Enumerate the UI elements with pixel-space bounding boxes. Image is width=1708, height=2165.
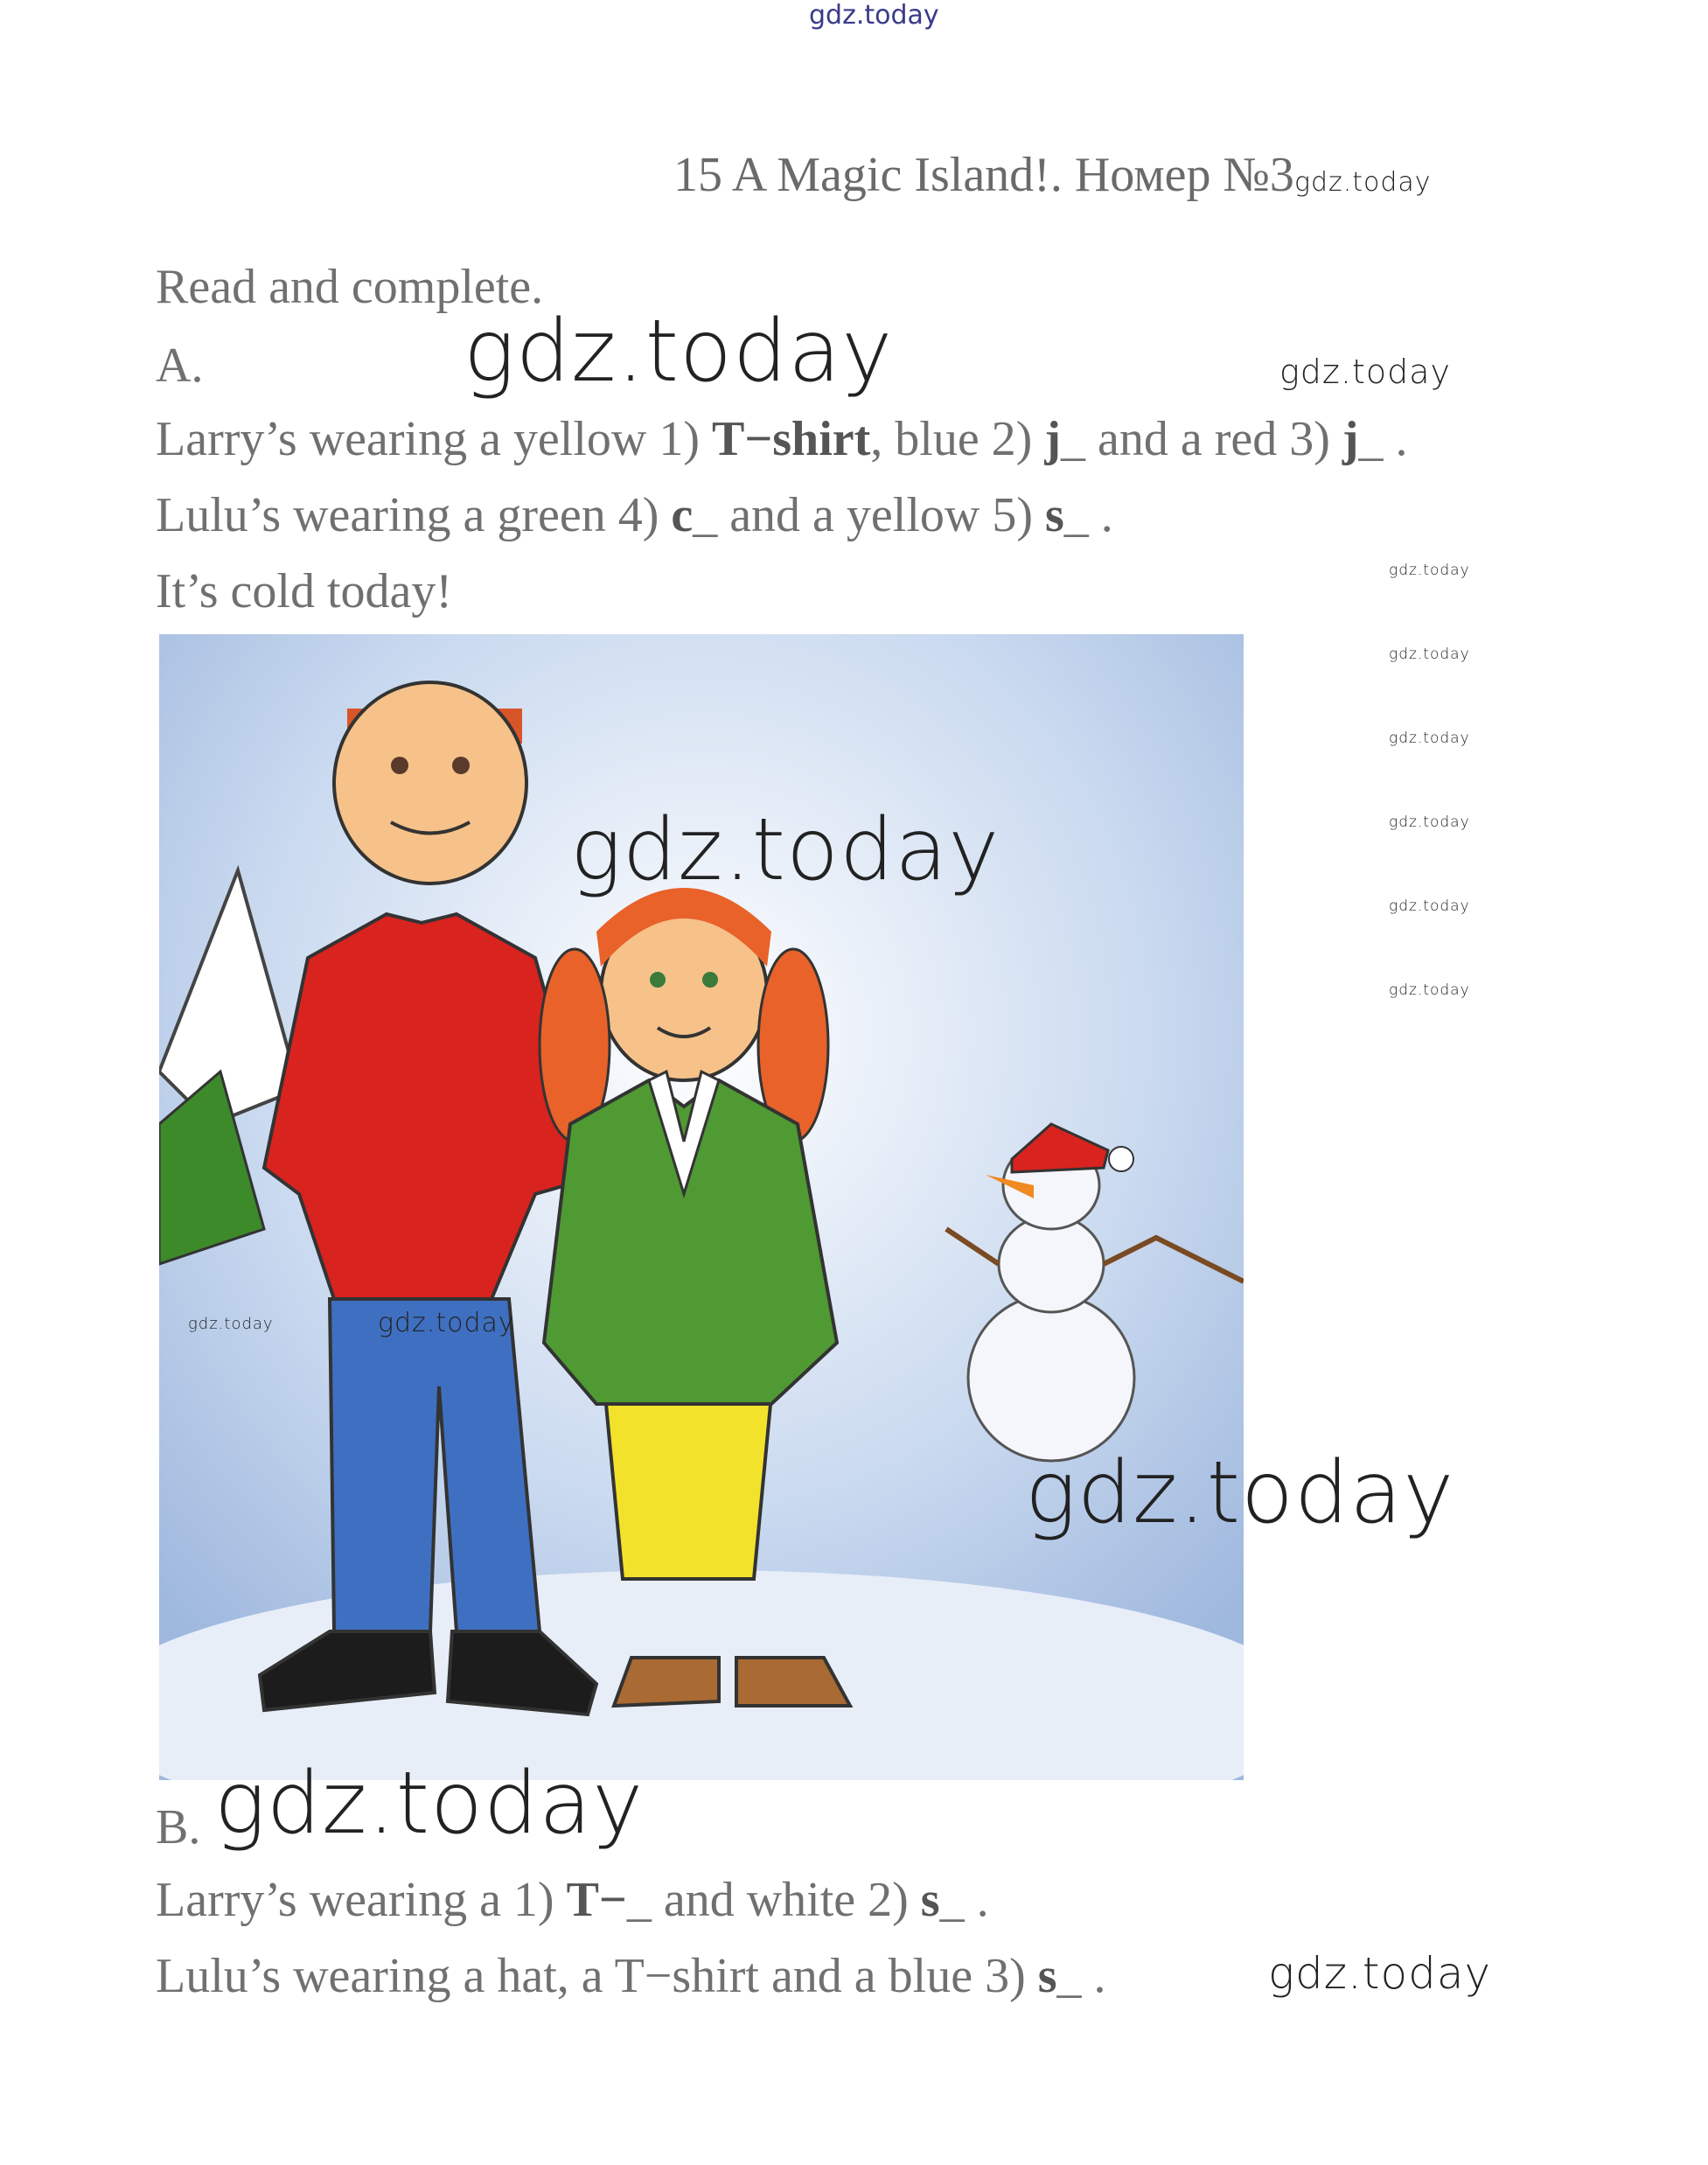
section-b-line-1: [156, 1872, 989, 1928]
section-a-line-1: [156, 411, 1408, 467]
page-title: [673, 147, 1432, 203]
section-b-line-2: [156, 1948, 1106, 2004]
watermark-big: gdz.today: [570, 800, 1000, 900]
blank-start: j: [1044, 412, 1061, 466]
watermark-small: gdz.today: [1389, 646, 1470, 663]
blank-start: T−: [566, 1873, 627, 1927]
title-watermark: gdz.today: [1293, 167, 1432, 198]
text: _ and a red 3): [1060, 412, 1342, 466]
text: Lulu’s wearing a hat, a T−shirt and a blue 3): [156, 1949, 1038, 2003]
watermark-small: gdz.today: [1389, 562, 1470, 579]
section-b-label: B.: [156, 1800, 201, 1854]
larry-head: [334, 682, 526, 883]
watermark-medium: gdz.today: [378, 1308, 515, 1338]
text: Larry’s wearing a yellow 1): [156, 412, 712, 466]
title-text: 15 A Magic Island!. Номер №3: [673, 148, 1294, 202]
blank-start: s: [920, 1873, 940, 1927]
text: Larry’s wearing a 1): [156, 1873, 567, 1927]
watermark-small: gdz.today: [1389, 730, 1470, 747]
section-a-line-3: It’s cold today!: [156, 564, 453, 618]
text: Lulu’s wearing a green 4): [156, 488, 672, 542]
watermark-small: gdz.today: [1389, 981, 1470, 999]
watermark-big: gdz.today: [464, 302, 894, 402]
header-watermark: gdz.today: [809, 0, 939, 31]
text: , blue 2): [870, 412, 1045, 466]
watermark-small: gdz.today: [188, 1315, 274, 1333]
text: _ .: [1056, 1949, 1106, 2003]
watermark-big: gdz.today: [1025, 1443, 1455, 1543]
watermark-small: gdz.today: [1389, 897, 1470, 915]
answer: T−shirt: [712, 412, 871, 466]
blank-start: s: [1037, 1949, 1057, 2003]
watermark-small: gdz.today: [1389, 814, 1470, 831]
lulu-skirt: [605, 1395, 771, 1579]
section-a-line-2: [156, 487, 1113, 543]
watermark-medium: gdz.today: [1279, 353, 1451, 391]
text: _ and a yellow 5): [693, 488, 1045, 542]
blank-start: s: [1044, 488, 1064, 542]
watermark-medium: gdz.today: [1268, 1948, 1492, 1999]
text: _ and white 2): [626, 1873, 921, 1927]
text: _ .: [1358, 412, 1408, 466]
section-a-label: A.: [156, 339, 204, 393]
text: _ .: [939, 1873, 989, 1927]
text: _ .: [1063, 488, 1113, 542]
blank-start: c: [671, 488, 694, 542]
lulu-boot-left: [614, 1658, 719, 1706]
watermark-big: gdz.today: [214, 1754, 645, 1854]
instruction: Read and complete.: [156, 260, 544, 314]
blank-start: j: [1342, 412, 1359, 466]
